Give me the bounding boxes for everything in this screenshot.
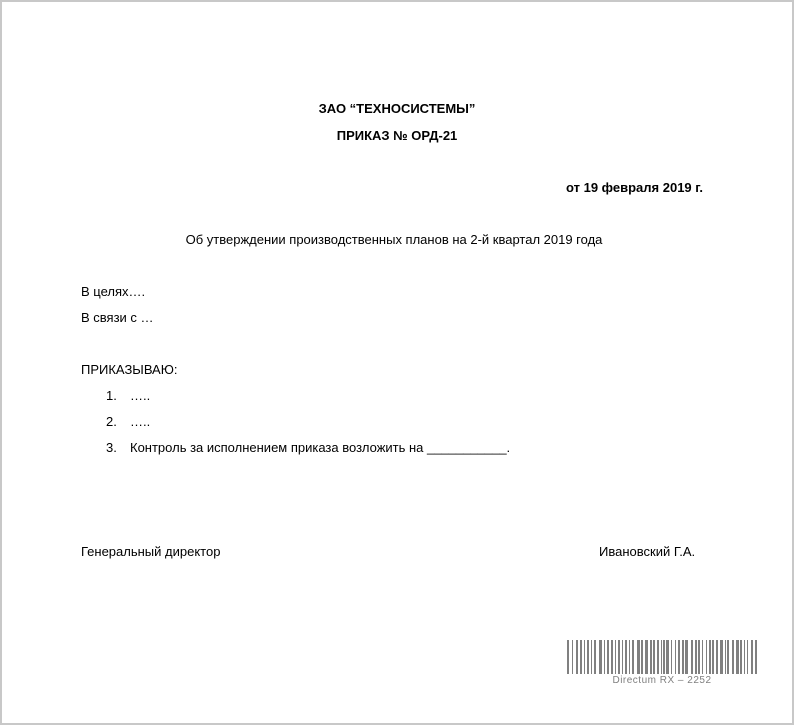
order-date: от 19 февраля 2019 г. <box>566 180 703 195</box>
paragraph-reason: В связи с … <box>81 310 154 325</box>
order-subject: Об утверждении производственных планов на 2-й квартал 2019 года <box>185 232 603 247</box>
organization-name: ЗАО “ТЕХНОСИСТЕМЫ” <box>318 101 476 116</box>
item-text: Контроль за исполнением приказа возложить на ___________. <box>130 440 511 455</box>
decree-item <box>106 440 510 456</box>
signatory-role: Генеральный директор <box>81 544 221 559</box>
barcode-caption: Directum RX – 2252 <box>612 675 712 686</box>
order-title: ПРИКАЗ № ОРД-21 <box>336 128 458 143</box>
barcode <box>567 640 757 674</box>
item-text: ….. <box>130 414 151 429</box>
item-number: 2. <box>106 414 117 429</box>
barcode-bar <box>755 640 757 674</box>
decree-heading: ПРИКАЗЫВАЮ: <box>81 362 178 377</box>
item-text: ….. <box>130 388 151 403</box>
decree-item <box>106 388 150 404</box>
item-number: 3. <box>106 440 117 455</box>
decree-item <box>106 414 150 430</box>
item-number: 1. <box>106 388 117 403</box>
paragraph-purpose: В целях…. <box>81 284 146 299</box>
signatory-name: Ивановский Г.А. <box>599 544 696 559</box>
